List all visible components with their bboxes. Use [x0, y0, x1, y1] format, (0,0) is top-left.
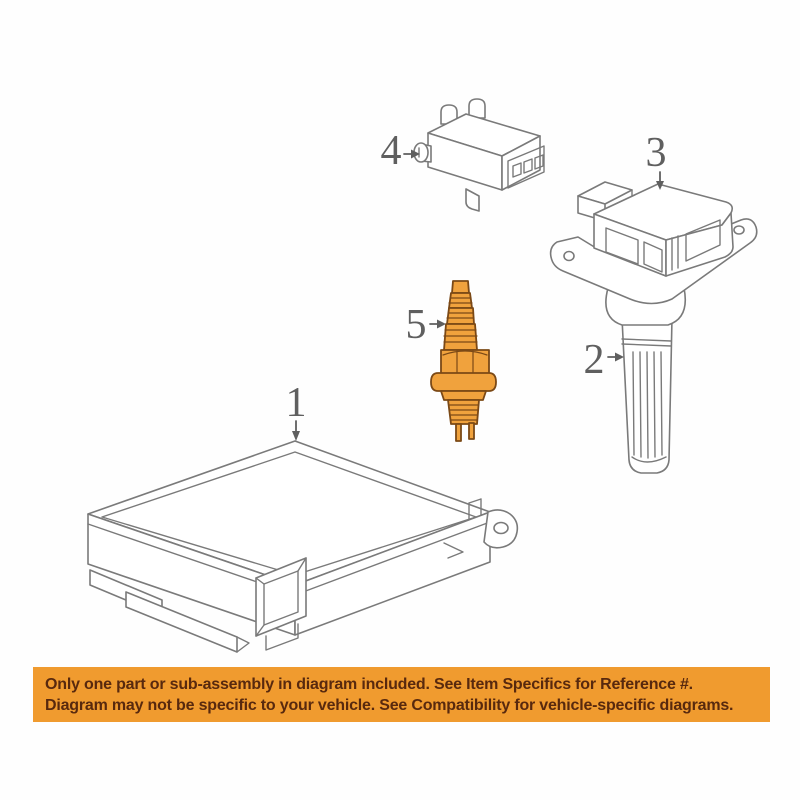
plug-insulator-1	[449, 293, 472, 308]
part-1-engine-control-module-drawing	[88, 441, 517, 652]
module-foot	[466, 189, 479, 211]
part-ref-label-2: 2	[583, 337, 605, 383]
banner-line-2: Diagram may not be specific to your vehicle. See Compatibility for vehicle-specific diagrams.	[45, 697, 734, 714]
part-ref-label-4: 4	[380, 128, 402, 174]
banner-line-1: Only one part or sub-assembly in diagram included. See Item Specifics for Reference #.	[45, 676, 693, 693]
plug-insulator-2	[447, 308, 474, 324]
part-4-ignition-module-drawing	[414, 99, 544, 211]
coil-ear-hole-left	[564, 252, 574, 261]
arrow-head	[292, 431, 300, 441]
disclaimer-banner	[33, 667, 770, 722]
plug-collar	[441, 391, 486, 400]
plug-terminal	[452, 281, 469, 293]
arrow-head	[437, 320, 446, 329]
arrow-head	[615, 353, 624, 362]
ecm-bracket-tip	[237, 637, 249, 652]
plug-insulator-3	[444, 324, 477, 350]
plug-electrode-left	[456, 424, 461, 441]
plug-electrode-right	[469, 423, 474, 439]
part-ref-label-5: 5	[405, 302, 427, 348]
plug-gasket-flange	[431, 373, 496, 391]
part-ref-label-3: 3	[645, 130, 667, 176]
ecm-mounting-hole	[494, 523, 508, 534]
leader-arrow-5	[430, 320, 446, 329]
part-ref-label-1: 1	[285, 380, 307, 426]
part-5-spark-plug-drawing	[431, 281, 496, 441]
part-3-ignition-coil-drawing	[551, 182, 757, 325]
part-2-coil-boot-drawing	[622, 318, 672, 473]
coil-ear-hole-right	[734, 226, 744, 234]
leader-arrow-2	[608, 353, 624, 362]
